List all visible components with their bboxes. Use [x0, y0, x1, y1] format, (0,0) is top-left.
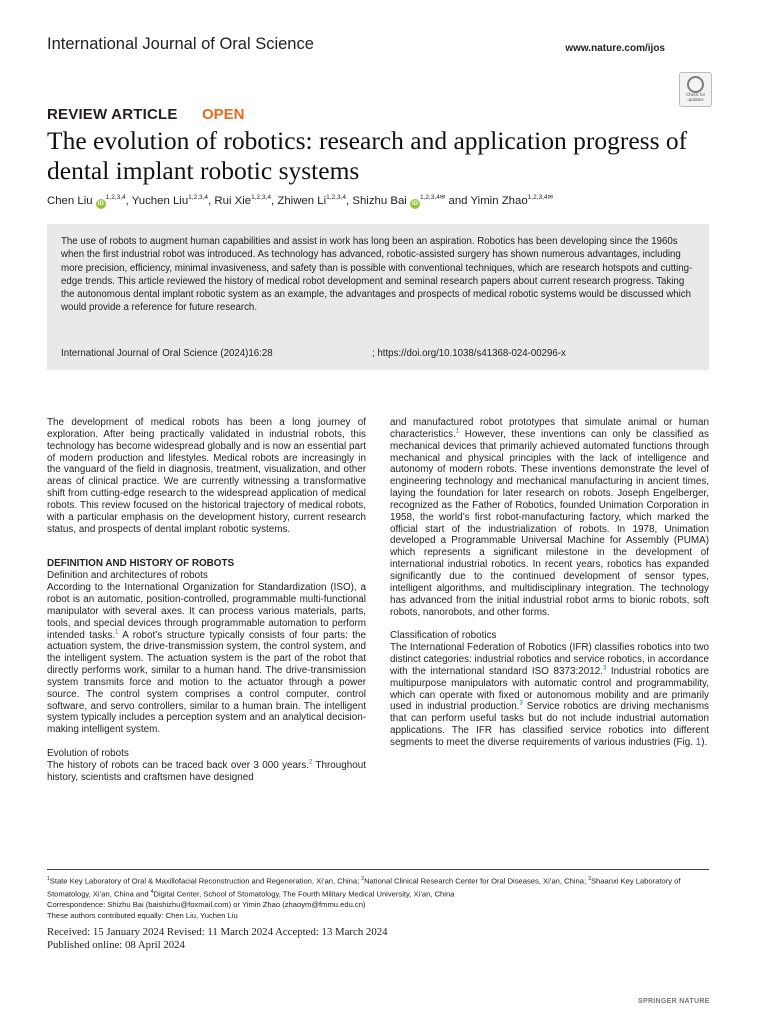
subsection-heading: Evolution of robots	[47, 748, 129, 760]
correspondence[interactable]: Correspondence: Shizhu Bai (baishizhu@foxmail.com) or Yimin Zhao (zhaoym@fmmu.edu.cn)	[47, 900, 366, 910]
reference-link[interactable]: 3	[519, 701, 523, 708]
published-date: Published online: 08 April 2024	[47, 938, 185, 951]
author-list	[47, 193, 737, 209]
article-type: REVIEW ARTICLE	[47, 106, 178, 123]
paragraph-text: and manufactured robot prototypes that simulate animal or human characteristics.	[390, 417, 709, 440]
footnote-divider	[47, 869, 709, 870]
author-name[interactable]: Chen Liu	[47, 194, 93, 207]
body-paragraph	[390, 417, 709, 618]
author-name[interactable]: Yimin Zhao	[470, 194, 528, 207]
check-updates-icon	[687, 76, 704, 93]
orcid-icon[interactable]: iD	[412, 200, 418, 207]
abstract-box	[47, 224, 709, 370]
author-name[interactable]: Zhiwen Li	[277, 194, 327, 207]
separator: ,	[208, 194, 215, 207]
reference-link[interactable]: 1	[115, 629, 119, 636]
author-name[interactable]: Yuchen Liu	[131, 194, 189, 207]
intro-paragraph: The development of medical robots has been a long journey of exploration. After being practically validated in industrial robots, this technology has become widespread globally and is now an essential part of modern production and lifestyles. Medical robots are increasingly in the vanguard of the field in diagnosis, treatment, visualization, and other areas of clinical practice. We are currently witnessing a transformative shift from cutting-edge research to the widespread application of medical robots. This review focused on the historical trajectory of medical robots, with a particular emphasis on the development history, current research status, and prospects of dental implant robotic systems.	[47, 417, 366, 535]
body-paragraph	[47, 582, 366, 736]
subsection-heading: Classification of robotics	[390, 630, 497, 642]
reference-link[interactable]: 2	[308, 759, 313, 766]
author-name[interactable]: Shizhu Bai	[352, 194, 407, 207]
author-name[interactable]: Rui Xie	[214, 194, 252, 207]
affiliation-marker: 1,2,3,4	[326, 194, 347, 201]
paragraph-text: Throughout history, scientists and craftsmen have designed	[47, 759, 366, 783]
journal-url[interactable]: www.nature.com/ijos	[565, 43, 665, 54]
article-title: The evolution of robotics: research and application progress of dental implant robotic systems	[47, 126, 688, 185]
body-paragraph	[47, 760, 366, 784]
paragraph-text: Industrial robotics are multipurpose manipulators with automatic control and programmability, which can operate with fixed or autonomous mobility and are primarily used in industrial production.	[390, 665, 710, 713]
separator: ,	[346, 194, 353, 207]
received-dates: Received: 15 January 2024 Revised: 11 March 2024 Accepted: 13 March 2024	[47, 926, 388, 938]
body-paragraph	[390, 642, 709, 749]
journal-name: International Journal of Oral Science	[47, 35, 314, 53]
reference-link[interactable]: 3	[602, 665, 607, 672]
affiliation-text: National Clinical Research Center for Oral Diseases, Xi’an, China;	[364, 876, 589, 886]
section-heading: DEFINITION AND HISTORY OF ROBOTS	[47, 558, 235, 570]
article-dates	[47, 926, 388, 951]
paragraph-text: ).	[701, 736, 708, 748]
affiliation-marker: 1,2,3,4	[527, 194, 548, 201]
separator: ,	[125, 194, 132, 207]
paragraph-text: Service robotics are driving mechanisms that can perform useful tasks but do not include industrial automation applications. The IFR has classified service robotics into different segments to meet the diverse requirements of various industries (Fig.	[390, 701, 709, 748]
body-column-right	[390, 417, 709, 749]
affiliation-number: 2	[361, 876, 365, 882]
citation: International Journal of Oral Science (2024)16:28	[61, 348, 273, 359]
check-for-updates-badge[interactable]	[679, 72, 712, 107]
paragraph-text: A robot’s structure typically consists of four parts: the actuation system, the drive-transmission system, the control system, and the intelligent system. The actuation system is the part of the robot that directly performs work, similar to a human hand. The drive-transmission system transmits force and motion to the actuator through a power source. The control system comprises a control computer, control software, and servo controllers, similar to a human brain. The intelligent system typically includes a perception system and an analytical decision-making intelligent system.	[47, 629, 366, 736]
paragraph-text: The International Federation of Robotics (IFR) classifies robotics into two distinct categories: industrial robotics and service robotics, in accordance with the international standard ISO 8373:2012.	[390, 642, 709, 677]
paragraph-text: However, these inventions can only be classified as mechanical devices that primarily achieved automated functions through mechanical and physical principles with the lack of intelligence and autonomy of modern robots. These inventions demonstrate the level of engineering technology and mechanical manufacturing in ancient times, laying the foundation for later research on robots. Joseph Engelberger, recognized as the Father of Robotics, founded Unimation Corporation in 1958, the world’s first robot-manufacturing factory, which marked the official start of the industrialization of robots. In 1978, Unimation developed a Programmable Universal Machine for Assembly (PUMA) which represents a significant milestone in the development of international industrial robotics. In recent years, robotics has expanded significantly due to the continued development of sensor types, intelligent algorithms, and multidisciplinary integration. The technology has advanced from the initial industrial robot arms to bionic robots, soft robots, nanorobots, and other forms.	[390, 428, 709, 618]
paragraph-text: According to the International Organization for Standardization (ISO), a robot is an automatic, position-controlled, programmable multi-functional manipulator with several axes. It can process various materials, parts, tools, and special devices through programmable automation to perform intended tasks.	[47, 582, 366, 641]
affiliation-text: State Key Laboratory of Oral & Maxillofacial Reconstruction and Regeneration, Xi’an, China;	[49, 876, 362, 886]
affiliation-number: 3	[588, 876, 591, 882]
affiliation-number: 4	[150, 889, 154, 896]
paragraph-text: The history of robots can be traced back over 3 000 years.	[47, 759, 309, 771]
separator: ,	[271, 194, 278, 207]
footnotes	[47, 874, 715, 921]
affiliation-marker: 1,2,3,4	[420, 194, 440, 201]
affiliation-number: 1	[47, 876, 50, 882]
orcid-icon[interactable]: iD	[97, 200, 104, 207]
check-updates-label: Check for updates	[685, 92, 706, 102]
publisher-logo: SPRINGER NATURE	[638, 998, 710, 1005]
affiliation-marker: 1,2,3,4	[251, 194, 272, 201]
affiliation-marker: 1,2,3,4	[105, 194, 126, 201]
doi-link[interactable]: ; https://doi.org/10.1038/s41368-024-00296-x	[372, 348, 566, 359]
open-access-label: OPEN	[202, 106, 245, 123]
mail-icon[interactable]: ✉	[547, 194, 554, 201]
affiliation-text: Digital Center, School of Stomatology, The Fourth Military Medical University, Xi’an, China	[153, 889, 455, 899]
figure-link[interactable]: 1	[695, 736, 702, 748]
body-column-left	[47, 417, 366, 784]
affiliation-text: Shaanxi Key Laboratory of Stomatology, Xi’an, China and	[47, 876, 681, 899]
reference-link[interactable]: 1	[455, 428, 460, 435]
subsection-heading: Definition and architectures of robots	[47, 570, 208, 582]
equal-contribution-note: These authors contributed equally: Chen Liu, Yuchen Liu	[47, 910, 238, 920]
separator: and	[445, 194, 471, 207]
affiliations	[47, 874, 715, 900]
mail-icon[interactable]: ✉	[439, 194, 446, 201]
affiliation-marker: 1,2,3,4	[188, 194, 209, 201]
abstract-text: The use of robots to augment human capabilities and assist in work has long been an aspiration. Robotics has been developing since the 1960s when the first industrial robot was introduced. As technology has advanced, robotic-assisted surgery has shown numerous advantages, including more precision, efficiency, minimal invasiveness, and safety than is possible with conventional techniques, which are research hotspots and cutting-edge trends. This article reviewed the history of medical robot development and seminal research papers about current research progress. Taking the autonomous dental implant robotic system as an example, the advantages and prospects of medical robotic systems would be discussed which would provide a reference for future research.	[61, 236, 693, 314]
